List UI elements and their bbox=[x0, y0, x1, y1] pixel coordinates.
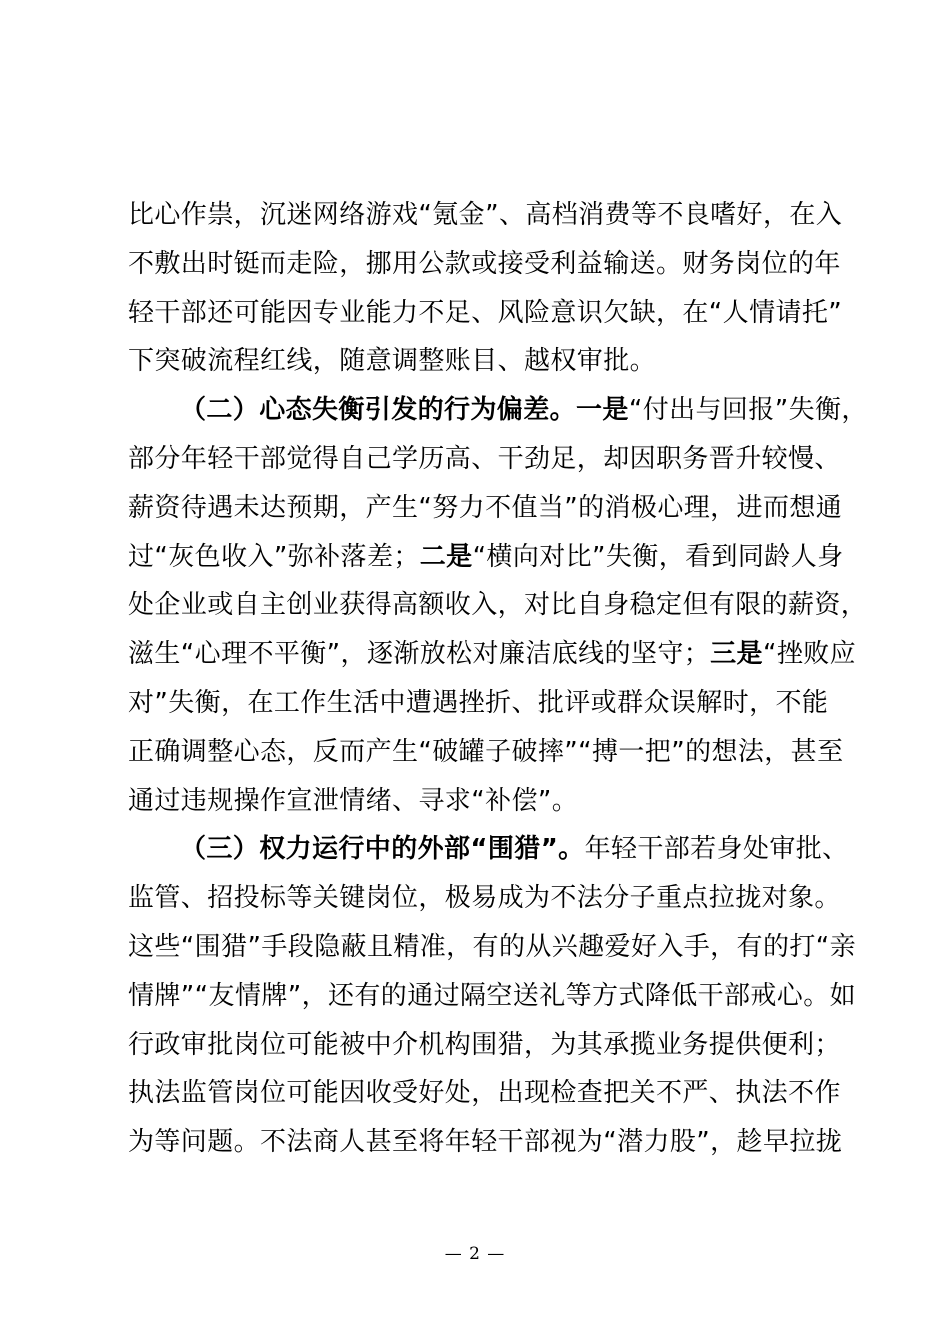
paragraph-3-line-2: 监管、招投标等关键岗位，极易成为不法分子重点拉拢对象。 bbox=[128, 883, 841, 914]
paragraph-1-line-1: 比心作祟，沉迷网络游戏“氪金”、高档消费等不良嗜好，在入 bbox=[128, 200, 843, 230]
marker-second: 二是 bbox=[419, 541, 473, 572]
paragraph-2-line-8: 正确调整心态，反而产生“破罐子破摔”“搏一把”的想法，甚至 bbox=[128, 736, 844, 767]
paragraph-2-line-2: 部分年轻干部觉得自己学历高、干劲足，却因职务晋升较慢、 bbox=[128, 443, 841, 474]
paragraph-3-line-5: 行政审批岗位可能被中介机构围猎，为其承揽业务提供便利； bbox=[128, 1029, 841, 1060]
paragraph-2-line-6-text-a: 滋生“心理不平衡”，逐渐放松对廉洁底线的坚守； bbox=[128, 639, 711, 670]
paragraph-1-line-2: 不敷出时铤而走险，挪用公款或接受利益输送。财务岗位的年 bbox=[128, 248, 841, 279]
page-number: — 2 — bbox=[444, 1244, 506, 1264]
paragraph-2-line-6 bbox=[128, 630, 857, 679]
section-heading-2: （二）心态失衡引发的行为偏差。 bbox=[180, 395, 577, 426]
paragraph-2-line-1-text: “付出与回报”失衡， bbox=[628, 395, 868, 426]
marker-third: 三是 bbox=[710, 639, 763, 670]
paragraph-3-line-4: 情牌”“友情牌”，还有的通过隔空送礼等方式降低干部戒心。如 bbox=[128, 980, 857, 1011]
paragraph-3-line-7: 为等问题。不法商人甚至将年轻干部视为“潜力股”，趁早拉拢 bbox=[128, 1127, 843, 1158]
paragraph-2-line-1 bbox=[128, 386, 868, 435]
paragraph-1-line-3: 轻干部还可能因专业能力不足、风险意识欠缺，在“人情请托” bbox=[128, 297, 843, 328]
paragraph-2-line-4-text-a: 过“灰色收入”弥补落差； bbox=[128, 541, 420, 572]
paragraph-2-line-3: 薪资待遇未达预期，产生“努力不值当”的消极心理，进而想通 bbox=[128, 492, 843, 523]
paragraph-2-line-5: 处企业或自主创业获得高额收入，对比自身稳定但有限的薪资， bbox=[128, 590, 868, 621]
paragraph-3-line-1 bbox=[128, 825, 849, 874]
paragraph-3-line-3: 这些“围猎”手段隐蔽且精准，有的从兴趣爱好入手，有的打“亲 bbox=[128, 931, 857, 962]
paragraph-3-line-6: 执法监管岗位可能因收受好处，出现检查把关不严、执法不作 bbox=[128, 1078, 841, 1109]
paragraph-2-line-7: 对”失衡，在工作生活中遭遇挫折、批评或群众误解时，不能 bbox=[128, 687, 829, 718]
paragraph-3-line-1-text: 年轻干部若身处审批、 bbox=[584, 834, 849, 865]
paragraph-2-line-4-text-b: “横向对比”失衡，看到同龄人身 bbox=[472, 541, 844, 572]
document-body bbox=[128, 191, 868, 1167]
marker-first: 一是 bbox=[576, 395, 629, 426]
section-heading-3: （三）权力运行中的外部“围猎”。 bbox=[180, 834, 585, 865]
paragraph-1-line-4: 下突破流程红线，随意调整账目、越权审批。 bbox=[128, 346, 657, 377]
paragraph-2-line-9: 通过违规操作宣泄情绪、寻求“补偿”。 bbox=[128, 785, 579, 816]
paragraph-2-line-4 bbox=[128, 533, 844, 582]
paragraph-2-line-6-text-b: “挫败应 bbox=[762, 639, 857, 670]
